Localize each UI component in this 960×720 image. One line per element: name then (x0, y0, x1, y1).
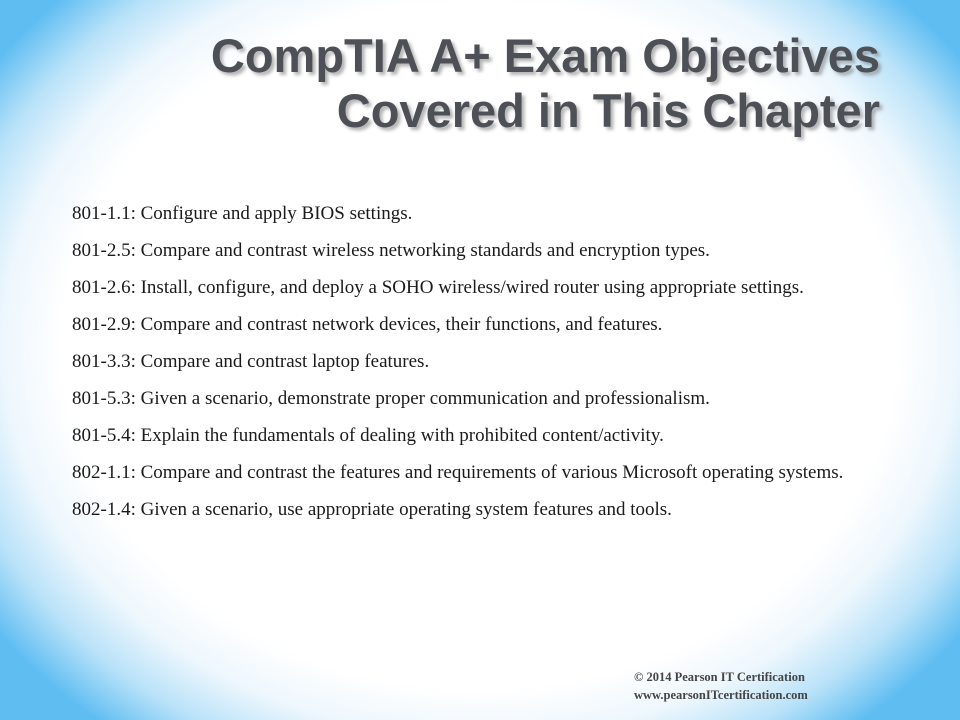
objective-item: 801-5.4: Explain the fundamentals of dealing with prohibited content/activity. (72, 425, 664, 446)
objective-item: 802-1.4: Given a scenario, use appropriate operating system features and tools. (72, 499, 672, 520)
slide-title (60, 28, 880, 138)
objectives-list (72, 201, 892, 534)
objective-item: 801-2.5: Compare and contrast wireless networking standards and encryption types. (72, 240, 710, 261)
objective-item: 801-2.9: Compare and contrast network devices, their functions, and features. (72, 314, 663, 335)
objective-item: 802-1.1: Compare and contrast the features and requirements of various Microsoft operating systems. (72, 462, 844, 483)
objective-item: 801-5.3: Given a scenario, demonstrate proper communication and professionalism. (72, 388, 710, 409)
footer-copyright: © 2014 Pearson IT Certification (634, 670, 805, 684)
slide-title-line-2: Covered in This Chapter (336, 84, 880, 137)
footer (634, 668, 808, 704)
objective-item: 801-1.1: Configure and apply BIOS settings. (72, 203, 413, 224)
slide-title-line-1: CompTIA A+ Exam Objectives (210, 29, 880, 82)
objective-item: 801-3.3: Compare and contrast laptop features. (72, 351, 430, 372)
footer-website: www.pearsonITcertification.com (634, 688, 808, 702)
objective-item: 801-2.6: Install, configure, and deploy a SOHO wireless/wired router using appropriate settings. (72, 277, 804, 298)
